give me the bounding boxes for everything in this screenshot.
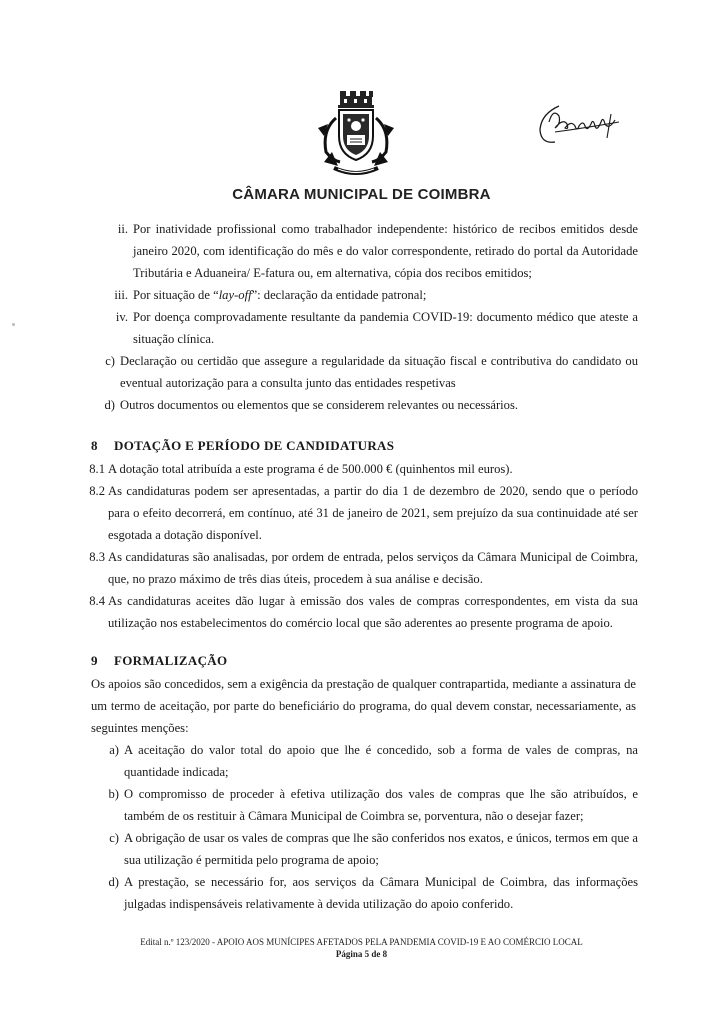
list-marker: iv.: [115, 310, 128, 324]
list-item-text: Por inatividade profissional como trabalhador independente: histórico de recibos emitidos desde janeiro 2020, com identificação do mês e do valor correspondente, retirado do portal da Autoridade Tributária e Aduaneira/ E-fatura ou, em alternativa, cópia dos recibos emitidos;: [133, 222, 638, 280]
list-item-text: A obrigação de usar os vales de compras que lhe são conferidos nos exatos, e únicos, termos em que a sua utilização é permitida pelo programa de apoio;: [124, 831, 638, 867]
list-marker: 8.3: [89, 550, 105, 564]
list-item-text: Outros documentos ou elementos que se considerem relevantes ou necessários.: [120, 398, 518, 412]
list-item: [108, 871, 638, 915]
footer-edital: Edital n.º 123/2020 - APOIO AOS MUNÍCIPES AFETADOS PELA PANDEMIA COVID-19 E AO COMÉRCIO LOCAL: [140, 937, 583, 947]
list-item: [117, 218, 638, 284]
list-item: [109, 827, 638, 871]
list-item: [89, 458, 638, 480]
page-footer: [0, 936, 723, 960]
list-item-text: As candidaturas são analisadas, por ordem de entrada, pelos serviços da Câmara Municipal de Coimbra, que, no prazo máximo de três dias úteis, procedem à sua análise e decisão.: [108, 550, 638, 586]
list-item: [89, 590, 638, 634]
list-item-text: A dotação total atribuída a este programa é de 500.000 € (quinhentos mil euros).: [108, 462, 513, 476]
list-marker: c): [109, 831, 119, 845]
section-number: 8: [91, 438, 98, 453]
list-item-text: Declaração ou certidão que assegure a regularidade da situação fiscal e contributiva do candidato ou eventual autorização para a consulta junto das entidades respetivas: [120, 354, 638, 390]
section-paragraph: Os apoios são concedidos, sem a exigência da prestação de qualquer contrapartida, mediante a assinatura de um termo de aceitação, por parte do beneficiário do programa, do qual devem constar, necessariamente, as seguintes menções:: [91, 677, 636, 735]
list-item: [104, 394, 638, 416]
list-item-text: Por situação de “: [133, 288, 219, 302]
list-item-text: A aceitação do valor total do apoio que lhe é concedido, sob a forma de vales de compras, na quantidade indicada;: [124, 743, 638, 779]
list-item-text: O compromisso de proceder à efetiva utilização dos vales de compras que lhe são atribuídos, e também de os restituir à Câmara Municipal de Coimbra se, porventura, não o desejar fazer;: [124, 787, 638, 823]
list-marker: b): [108, 787, 119, 801]
list-marker: iii.: [114, 288, 128, 302]
list-item: [105, 350, 638, 394]
coat-of-arms-logo: [306, 90, 406, 182]
list-item-text: As candidaturas podem ser apresentadas, a partir do dia 1 de dezembro de 2020, sendo que o período para o efeito decorrerá, em contínuo, até 31 de janeiro de 2021, sem prejuízo da sua continuidade até ser esgotada a dotação disponível.: [108, 484, 638, 542]
list-marker: d): [108, 875, 119, 889]
list-marker: 8.4: [89, 594, 105, 608]
list-item-text: Por doença comprovadamente resultante da pandemia COVID-19: documento médico que ateste a situação clínica.: [133, 310, 638, 346]
list-marker: 8.1: [89, 462, 105, 476]
list-marker: 8.2: [89, 484, 105, 498]
list-item: [89, 480, 638, 546]
list-item: [89, 546, 638, 590]
list-item: [109, 739, 638, 783]
section-number: 9: [91, 653, 98, 668]
list-item: [108, 783, 638, 827]
section-heading: [91, 653, 227, 669]
list-item-text: As candidaturas aceites dão lugar à emissão dos vales de compras correspondentes, em vista da sua utilização nos estabelecimentos do comércio local que são aderentes ao presente programa de apoio.: [108, 594, 638, 630]
list-item: [115, 306, 638, 350]
list-item-text: A prestação, se necessário for, aos serviços da Câmara Municipal de Coimbra, das informações julgadas indispensáveis relativamente à devida utilização do apoio conferido.: [124, 875, 638, 911]
list-marker: d): [104, 398, 115, 412]
page-number: Página 5 de 8: [335, 949, 388, 959]
list-marker: ii.: [117, 222, 128, 236]
section-heading: [91, 438, 394, 454]
section-title: FORMALIZAÇÃO: [114, 653, 228, 668]
section-title: DOTAÇÃO E PERÍODO DE CANDIDATURAS: [114, 438, 395, 453]
list-item: [114, 284, 638, 306]
margin-mark: [12, 323, 15, 326]
handwritten-signature: [535, 98, 627, 152]
list-item-text: ”: declaração da entidade patronal;: [251, 288, 427, 302]
list-marker: a): [109, 743, 119, 757]
list-item-italic-text: lay-off: [218, 288, 252, 302]
page-title: CÂMARA MUNICIPAL DE COIMBRA: [232, 186, 491, 203]
list-marker: c): [105, 354, 115, 368]
